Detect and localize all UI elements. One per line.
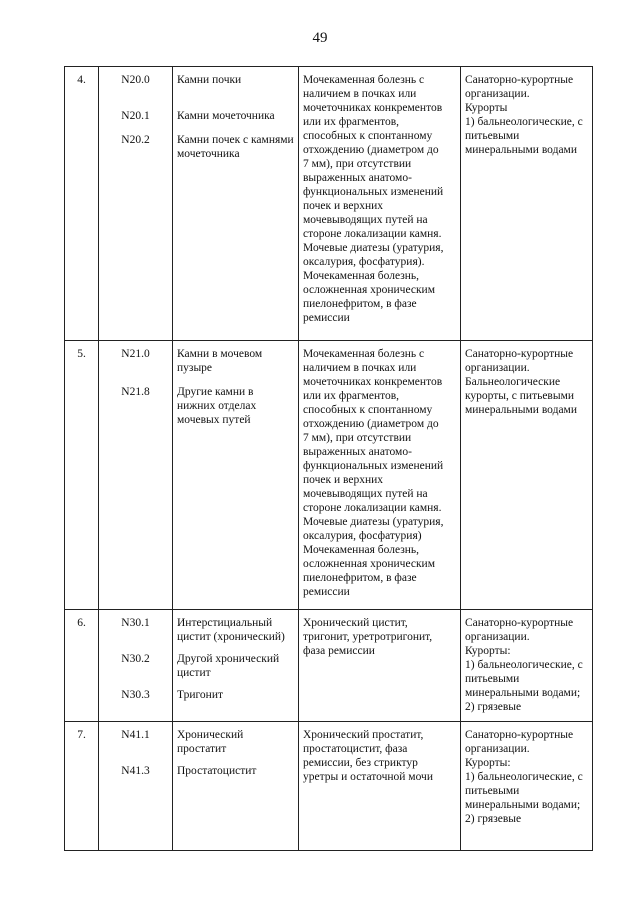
condition-description: Хронический простатит, простатоцистит, фаза ремиссии, без стриктур уретры и остаточной мочи xyxy=(299,722,461,851)
disease-name: Камни мочеточника xyxy=(177,110,275,122)
page-number: 49 xyxy=(312,30,328,46)
icd-code: N21.8 xyxy=(121,386,150,398)
disease-name: Другой хронический цистит xyxy=(177,653,280,679)
disease-name: Тригонит xyxy=(177,689,224,701)
disease-names-cell xyxy=(173,722,299,851)
table-row xyxy=(65,341,593,610)
table-row xyxy=(65,610,593,722)
resort-recommendation: Санаторно-курортные организации. Курорты 1) бальнеологические, с питьевыми минеральными водами xyxy=(461,67,593,341)
icd-code: N21.0 xyxy=(121,348,150,360)
icd-code: N41.1 xyxy=(121,729,150,741)
icd-code: N20.2 xyxy=(121,134,150,146)
disease-resort-table xyxy=(64,66,593,851)
resort-recommendation: Санаторно-курортные организации. Курорты: 1) бальнеологические, с питьевыми минеральными водами; 2) грязевые xyxy=(461,610,593,722)
icd-code: N30.2 xyxy=(121,653,150,665)
condition-description: Хронический цистит, тригонит, уретротригонит, фаза ремиссии xyxy=(299,610,461,722)
disease-name: Камни почки xyxy=(177,74,242,86)
condition-description: Мочекаменная болезнь с наличием в почках или мочеточниках конкрементов или их фрагментов, способных к спонтанному отхождению (диаметром до 7 мм), при отсутствии выраженных анатомо- функциональных изменений почек и верхних мочевыводящих путей на стороне локализации камня. Мочевые диатезы (уратурия, оксалурия, фосфатурия). Мочекаменная болезнь, осложненная хроническим пиелонефритом, в фазе ремиссии xyxy=(299,67,461,341)
row-number: 6. xyxy=(65,610,99,722)
icd-code: N30.3 xyxy=(121,689,150,701)
icd-code: N30.1 xyxy=(121,617,150,629)
icd-code: N41.3 xyxy=(121,765,150,777)
table-row xyxy=(65,67,593,341)
disease-name: Камни в мочевом пузыре xyxy=(177,348,263,374)
disease-names-cell xyxy=(173,341,299,610)
condition-description: Мочекаменная болезнь с наличием в почках или мочеточниках конкрементов или их фрагментов, способных к спонтанному отхождению (диаметром до 7 мм), при отсутствии выраженных анатомо- функциональных изменений почек и верхних мочевыводящих путей на стороне локализации камня. Мочевые диатезы (уратурия, оксалурия, фосфатурия) Мочекаменная болезнь, осложненная хроническим пиелонефритом, в фазе ремиссии xyxy=(299,341,461,610)
icd-codes-cell xyxy=(99,67,173,341)
icd-code: N20.0 xyxy=(121,74,150,86)
disease-names-cell xyxy=(173,610,299,722)
resort-recommendation: Санаторно-курортные организации. Курорты: 1) бальнеологические, с питьевыми минеральными водами; 2) грязевые xyxy=(461,722,593,851)
row-number: 5. xyxy=(65,341,99,610)
icd-codes-cell xyxy=(99,722,173,851)
disease-name: Простатоцистит xyxy=(177,765,257,777)
icd-code: N20.1 xyxy=(121,110,150,122)
table-row xyxy=(65,722,593,851)
icd-codes-cell xyxy=(99,341,173,610)
resort-recommendation: Санаторно-курортные организации. Бальнеологические курорты, с питьевыми минеральными водами xyxy=(461,341,593,610)
disease-name: Камни почек с камнями мочеточника xyxy=(177,134,294,160)
disease-name: Другие камни в нижних отделах мочевых путей xyxy=(177,386,257,426)
disease-name: Интерстициальный цистит (хронический) xyxy=(177,617,285,643)
row-number: 4. xyxy=(65,67,99,341)
disease-name: Хронический простатит xyxy=(177,729,244,755)
icd-codes-cell xyxy=(99,610,173,722)
row-number: 7. xyxy=(65,722,99,851)
disease-names-cell xyxy=(173,67,299,341)
